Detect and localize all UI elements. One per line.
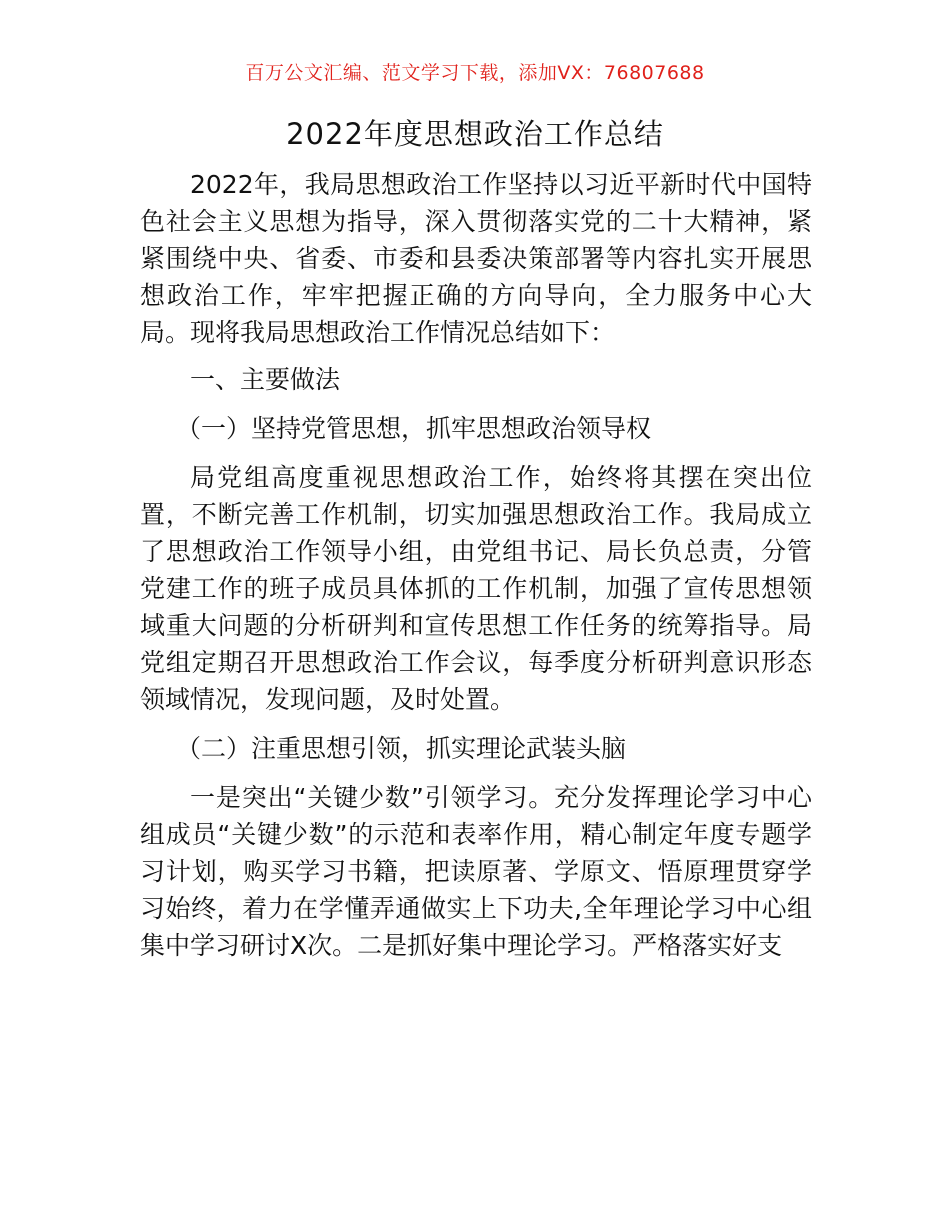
page-title: 2022年度思想政治工作总结 <box>286 117 664 151</box>
subsection-1-paragraph: 局党组高度重视思想政治工作，始终将其摆在突出位置，不断完善工作机制，切实加强思想政治工作。我局成立了思想政治工作领导小组，由党组书记、局长负总责，分管党建工作的班子成员具体抓的工作机制，加强了宣传思想领域重大问题的分析研判和宣传思想工作任务的统筹指导。局党组定期召开思想政治工作会议，每季度分析研判意识形态领域情况，发现问题，及时处置。 <box>140 463 812 714</box>
section-heading: 一、主要做法 <box>190 365 341 394</box>
subsection-heading-1: （一）坚持党管思想，抓牢思想政治领导权 <box>176 414 652 443</box>
subsection-2-paragraph: 一是突出“关键少数”引领学习。充分发挥理论学习中心组成员“关键少数”的示范和表率作用，精心制定年度专题学习计划，购买学习书籍，把读原著、学原文、悟原理贯穿学习始终，着力在学懂弄通做实上下功夫,全年理论学习中心组集中学习研讨X次。二是抓好集中理论学习。严格落实好支 <box>140 783 812 960</box>
subsection-heading-2: （二）注重思想引领，抓实理论武装头脑 <box>176 734 627 763</box>
document-body <box>140 166 812 964</box>
watermark-header: 百万公文汇编、范文学习下载，添加VX：76807688 <box>245 62 705 84</box>
intro-paragraph: 2022年，我局思想政治工作坚持以习近平新时代中国特色社会主义思想为指导，深入贯彻落实党的二十大精神，紧紧围绕中央、省委、市委和县委决策部署等内容扎实开展思想政治工作，牢牢把握正确的方向导向，全力服务中心大局。现将我局思想政治工作情况总结如下： <box>140 170 812 347</box>
